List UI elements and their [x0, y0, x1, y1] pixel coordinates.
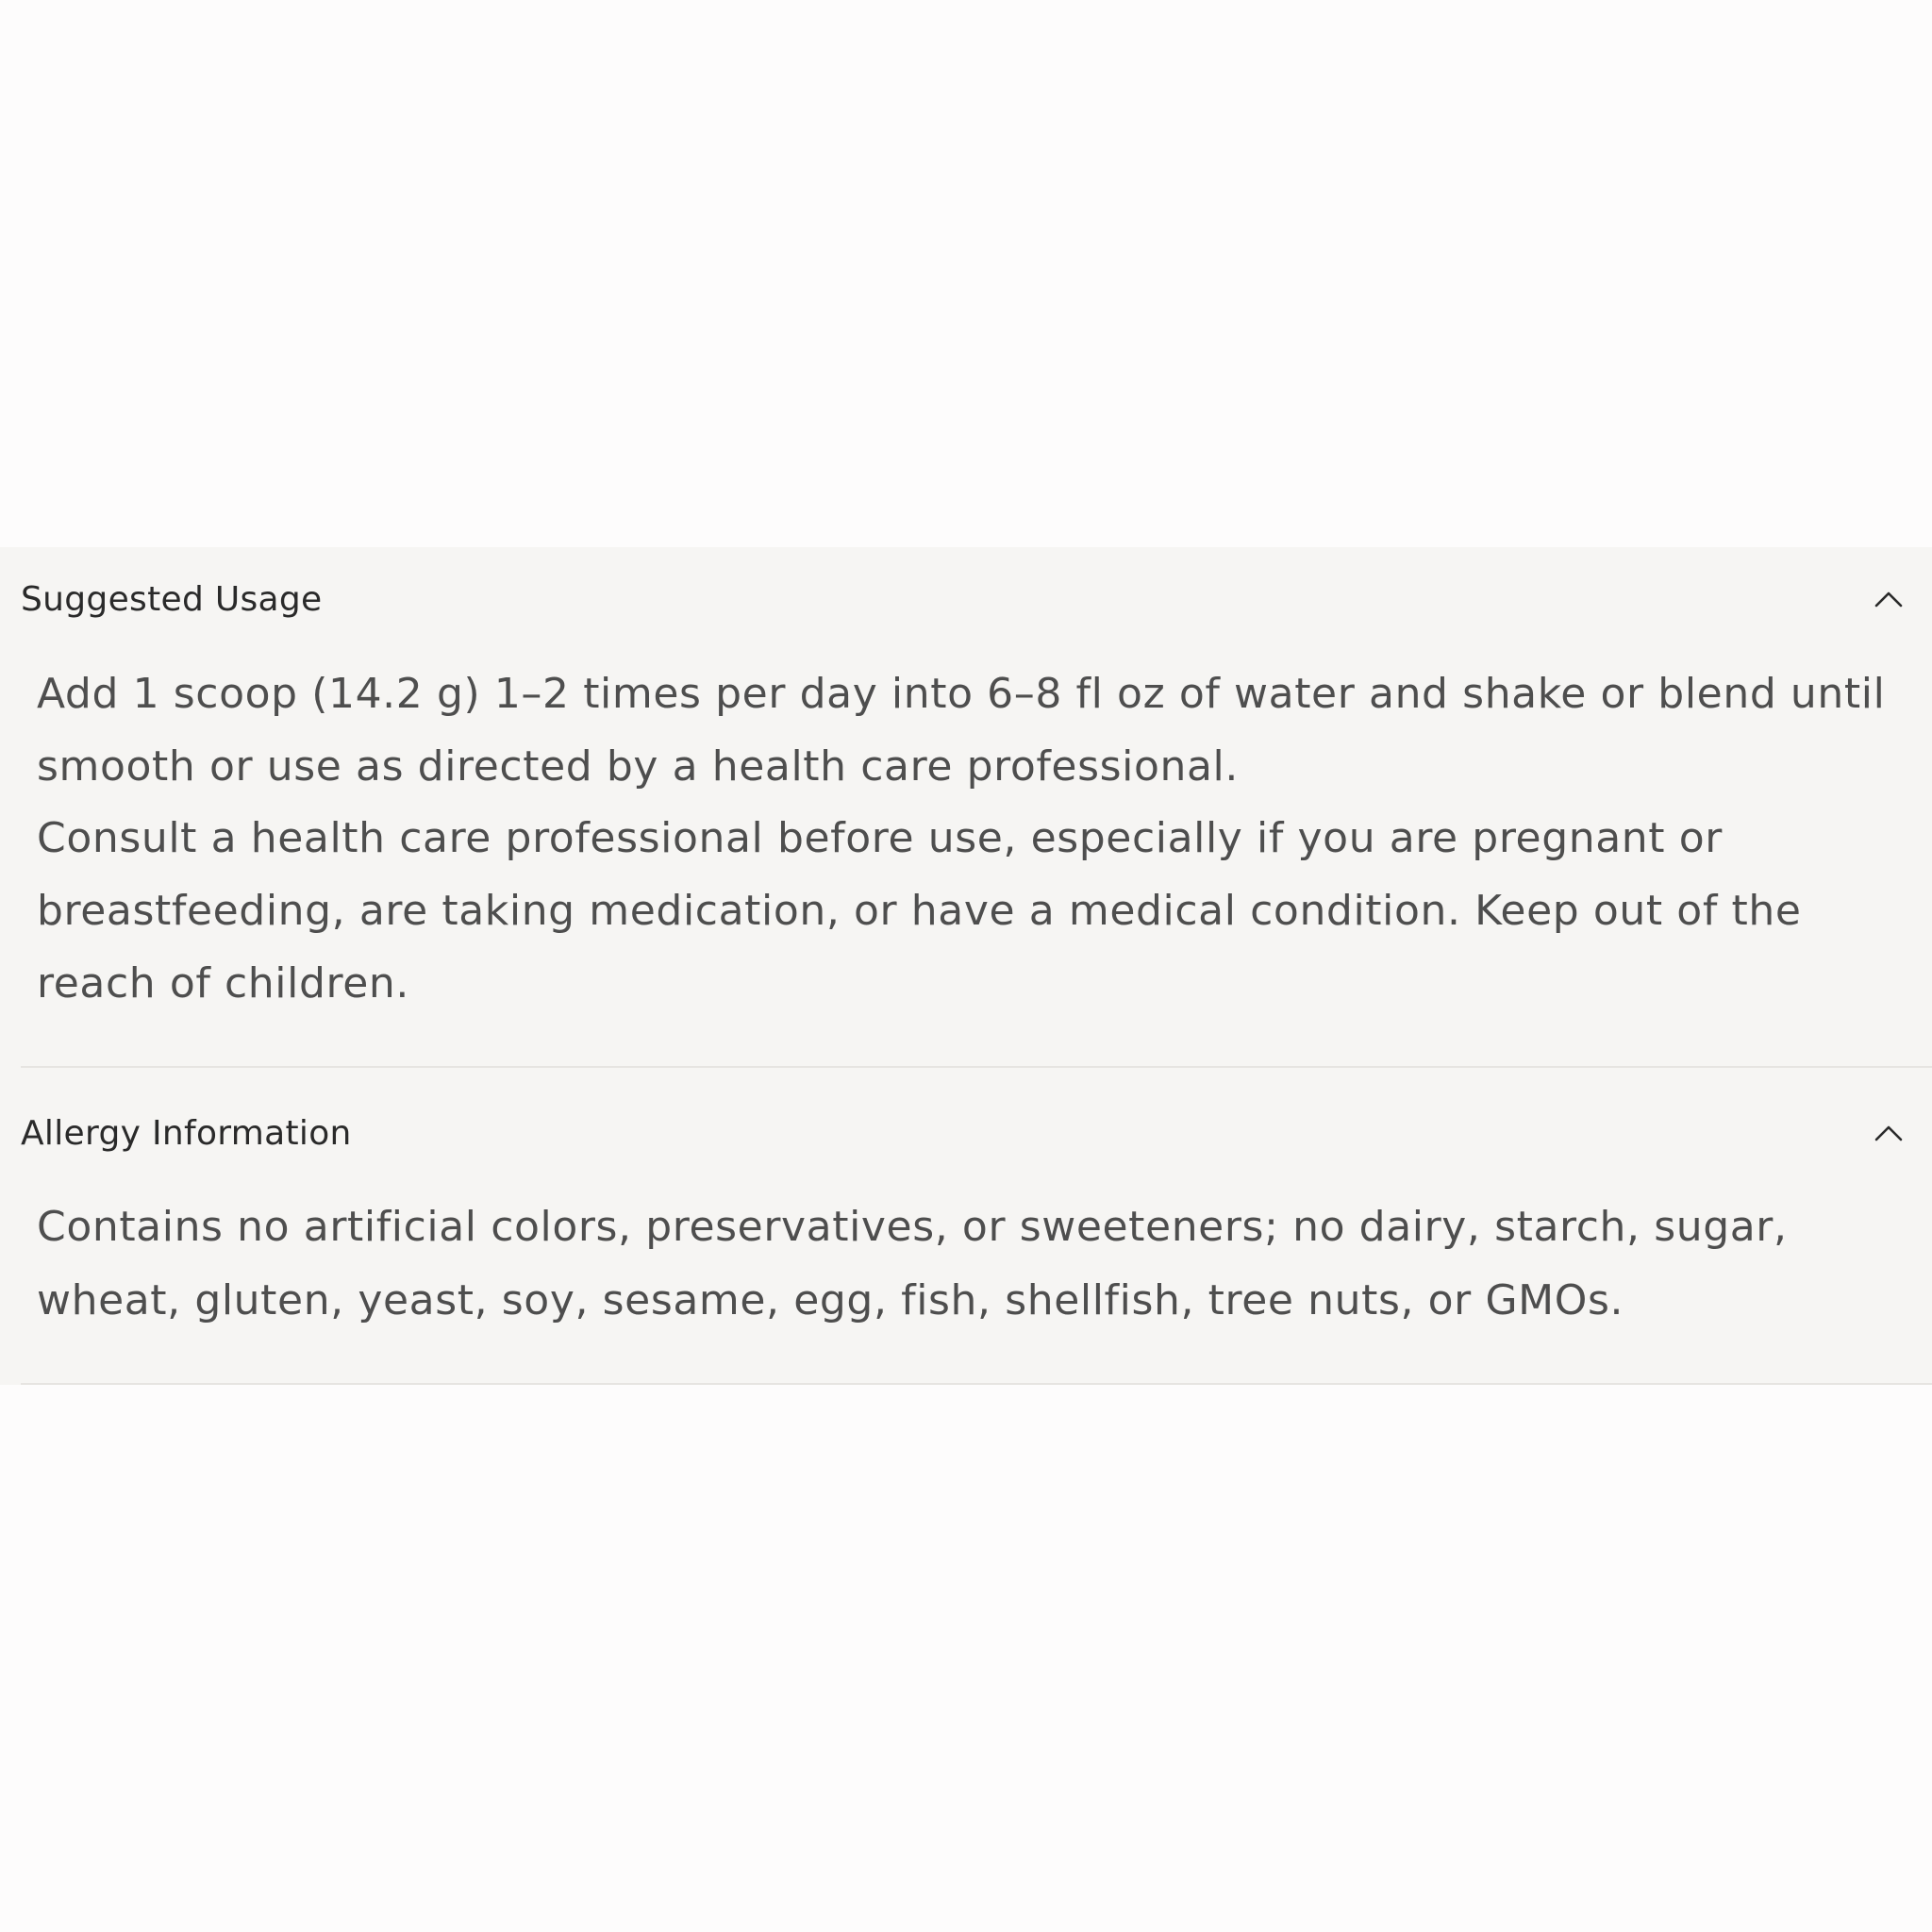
usage-warning-text: Consult a health care professional before use, especially if you are pregnant or breastfeeding, are taking medication, or have a medical condition. Keep out of the reach of children.	[37, 814, 1802, 1008]
accordion-divider	[21, 1383, 1932, 1385]
allergy-info-text: Contains no artificial colors, preservatives, or sweeteners; no dairy, starch, sugar, wheat, gluten, yeast, soy, sesame, egg, fish, shellfish, tree nuts, or GMOs.	[37, 1203, 1788, 1324]
accordion-title: Suggested Usage	[21, 580, 323, 619]
usage-instructions-text: Add 1 scoop (14.2 g) 1–2 times per day into 6–8 fl oz of water and shake or blend until smooth or use as directed by a health care professional.	[37, 670, 1886, 791]
accordion-divider	[21, 1066, 1932, 1068]
chevron-up-icon[interactable]	[1874, 1121, 1904, 1145]
accordion-content-allergy-information	[37, 1191, 1905, 1338]
chevron-up-icon[interactable]	[1874, 587, 1904, 611]
product-info-accordion	[0, 547, 1932, 1385]
accordion-header-allergy-information[interactable]	[0, 1081, 1932, 1189]
accordion-content-suggested-usage	[37, 658, 1905, 1021]
accordion-header-suggested-usage[interactable]	[0, 547, 1932, 655]
accordion-title: Allergy Information	[21, 1114, 352, 1153]
